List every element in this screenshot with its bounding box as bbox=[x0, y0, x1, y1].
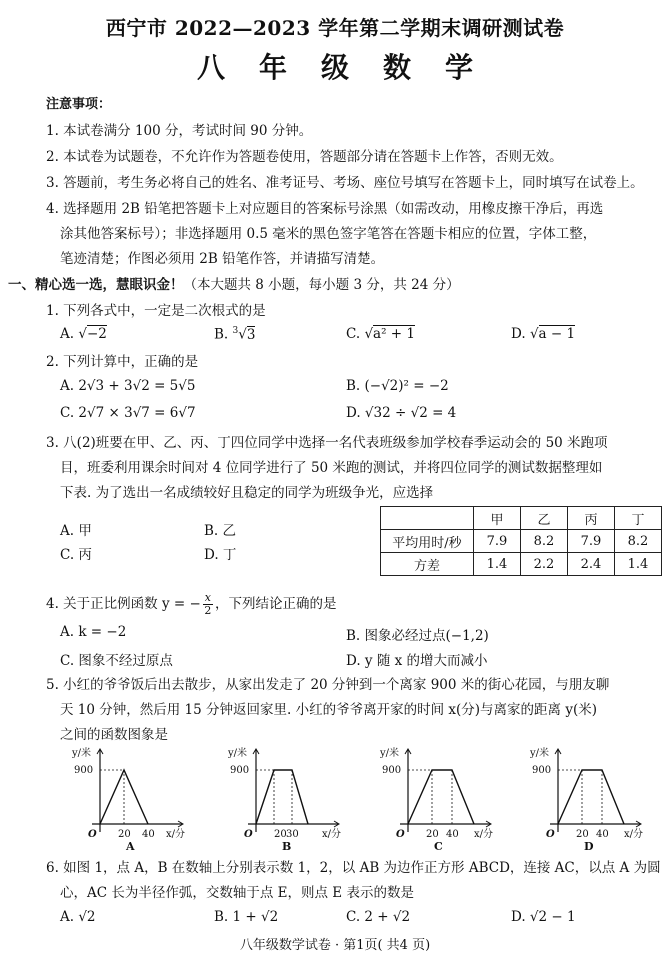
question-1-stem: 1. 下列各式中，一定是二次根式的是 bbox=[46, 303, 266, 319]
q2-option-b[interactable]: B. (−√2)² = −2 bbox=[346, 378, 449, 394]
x-tick-label: 20 bbox=[426, 829, 439, 840]
graph-svg bbox=[226, 746, 344, 853]
q1-option-b[interactable] bbox=[214, 326, 255, 343]
q5-graph-d[interactable] bbox=[528, 746, 646, 853]
radicand: −2 bbox=[86, 326, 107, 342]
origin-label: O bbox=[88, 829, 97, 840]
question-5-line: 天 10 分钟，然后用 15 分钟返回家里. 小红的爷爷离开家的时间 x(分)与离家的距离 y(米) bbox=[60, 702, 597, 718]
table-row bbox=[381, 553, 662, 576]
table-header-row bbox=[381, 507, 662, 530]
graph-svg bbox=[70, 746, 188, 853]
q3-option-d[interactable]: D. 丁 bbox=[204, 547, 237, 563]
y-axis-label: y/米 bbox=[228, 748, 248, 759]
q1-option-c[interactable] bbox=[346, 326, 415, 342]
table-cell: 平均用时/秒 bbox=[381, 530, 474, 553]
graph-svg bbox=[528, 746, 646, 853]
graph-label: A bbox=[126, 840, 135, 853]
q4-option-b[interactable]: B. 图象必经过点(−1,2) bbox=[346, 628, 489, 644]
table-cell: 乙 bbox=[521, 507, 568, 530]
question-3-line: 下表. 为了选出一名成绩较好且稳定的同学为班级争光，应选择 bbox=[60, 485, 434, 501]
table-cell: 丁 bbox=[615, 507, 662, 530]
exam-title: 西宁市 2022—2023 学年第二学期末调研测试卷 bbox=[105, 16, 565, 40]
stem-text: 4. 关于正比例函数 y = − bbox=[46, 596, 201, 612]
sqrt-icon: √ bbox=[238, 326, 247, 343]
notes-item: 笔迹清楚；作图必须用 2B 铅笔作答，并请描写清楚。 bbox=[60, 251, 385, 267]
notes-item: 1. 本试卷满分 100 分，考试时间 90 分钟。 bbox=[46, 123, 313, 139]
q6-option-c[interactable]: C. 2 + √2 bbox=[346, 909, 411, 925]
fraction bbox=[203, 592, 213, 617]
question-6-line: 心，AC 长为半径作弧，交数轴于点 E，则点 E 表示的数是 bbox=[60, 885, 414, 901]
fraction-numerator: x bbox=[204, 591, 212, 604]
y-tick-label: 900 bbox=[74, 765, 94, 776]
sqrt-icon: √ bbox=[78, 326, 87, 342]
table-cell: 1.4 bbox=[474, 553, 521, 576]
table-cell: 7.9 bbox=[474, 530, 521, 553]
fraction-denominator: 2 bbox=[204, 604, 212, 617]
q6-option-b[interactable]: B. 1 + √2 bbox=[214, 909, 279, 925]
notes-item: 4. 选择题用 2B 铅笔把答题卡上对应题目的答案标号涂黑（如需改动，用橡皮擦干净后，再选 bbox=[46, 201, 604, 217]
q3-option-a[interactable]: A. 甲 bbox=[60, 523, 92, 539]
y-tick-label: 900 bbox=[230, 765, 250, 776]
sqrt-icon: √ bbox=[364, 326, 374, 342]
x-tick-label: 30 bbox=[286, 829, 299, 840]
q6-option-a[interactable]: A. √2 bbox=[60, 909, 96, 925]
q1-option-a[interactable] bbox=[60, 326, 107, 342]
series-line bbox=[558, 770, 624, 824]
notes-item: 3. 答题前，考生务必将自己的姓名、准考证号、考场、座位号填写在答题卡上，同时填写在试卷上。 bbox=[46, 175, 644, 191]
table-cell: 7.9 bbox=[568, 530, 615, 553]
origin-label: O bbox=[396, 829, 405, 840]
radicand: a − 1 bbox=[538, 326, 576, 342]
question-3-line: 目，班委利用课余时间对 4 位同学进行了 50 米跑的测试，并将四位同学的测试数据整理如 bbox=[60, 460, 603, 476]
radicand: a² + 1 bbox=[373, 326, 415, 342]
exam-subtitle: 八年级数学 bbox=[196, 51, 507, 84]
q3-option-c[interactable]: C. 丙 bbox=[60, 547, 92, 563]
origin-label: O bbox=[244, 829, 253, 840]
graph-svg bbox=[378, 746, 496, 853]
y-axis-label: y/米 bbox=[72, 748, 92, 759]
q2-option-d[interactable]: D. √32 ÷ √2 = 4 bbox=[346, 405, 457, 421]
y-axis-label: y/米 bbox=[380, 748, 400, 759]
series-line bbox=[408, 770, 474, 824]
question-4-stem bbox=[46, 592, 337, 617]
x-tick-label: 40 bbox=[446, 829, 459, 840]
table-cell: 2.2 bbox=[521, 553, 568, 576]
table-cell: 1.4 bbox=[615, 553, 662, 576]
y-tick-label: 900 bbox=[382, 765, 402, 776]
table-cell: 甲 bbox=[474, 507, 521, 530]
x-tick-label: 20 bbox=[118, 829, 131, 840]
q5-graph-a[interactable] bbox=[70, 746, 188, 853]
notes-item: 2. 本试卷为试题卷，不允许作为答题卷使用，答题部分请在答题卡上作答，否则无效。 bbox=[46, 149, 563, 165]
notes-heading: 注意事项： bbox=[46, 97, 112, 112]
section-title: 一、精心选一选，慧眼识金！ bbox=[8, 277, 184, 293]
x-tick-label: 20 bbox=[576, 829, 589, 840]
table-cell: 8.2 bbox=[521, 530, 568, 553]
root-index: 3 bbox=[232, 326, 239, 336]
x-axis-label: x/分 bbox=[322, 829, 342, 840]
graph-label: B bbox=[282, 840, 292, 853]
table-cell: 2.4 bbox=[568, 553, 615, 576]
section-desc: （本大题共 8 小题，每小题 3 分，共 24 分） bbox=[183, 277, 460, 293]
q2-option-a[interactable]: A. 2√3 + 3√2 = 5√5 bbox=[60, 378, 196, 394]
table-cell: 丙 bbox=[568, 507, 615, 530]
x-tick-label: 20 bbox=[274, 829, 287, 840]
graph-label: C bbox=[434, 840, 443, 853]
option-letter: B. bbox=[214, 326, 229, 343]
question-3-line: 3. 八(2)班要在甲、乙、丙、丁四位同学中选择一名代表班级参加学校春季运动会的 50 米跑项 bbox=[46, 435, 608, 451]
radicand: 3 bbox=[246, 326, 256, 343]
q5-graph-b[interactable] bbox=[226, 746, 344, 853]
y-axis-label: y/米 bbox=[530, 748, 550, 759]
q4-option-a[interactable]: A. k = −2 bbox=[60, 624, 127, 640]
q2-option-c[interactable]: C. 2√7 × 3√7 = 6√7 bbox=[60, 405, 196, 421]
q4-option-d[interactable]: D. y 随 x 的增大而减小 bbox=[346, 653, 488, 669]
graph-label: D bbox=[584, 840, 594, 853]
q1-option-d[interactable] bbox=[511, 326, 575, 342]
origin-label: O bbox=[546, 829, 555, 840]
q3-option-b[interactable]: B. 乙 bbox=[204, 523, 237, 539]
question-5-line: 5. 小红的爷爷饭后出去散步，从家出发走了 20 分钟到一个离家 900 米的街心花园，与朋友聊 bbox=[46, 677, 610, 693]
section-heading bbox=[8, 273, 460, 293]
x-axis-label: x/分 bbox=[474, 829, 494, 840]
q4-option-c[interactable]: C. 图象不经过原点 bbox=[60, 653, 173, 669]
notes-item: 涂其他答案标号）；非选择题用 0.5 毫米的黑色签字笔答在答题卡相应的位置，字体工整， bbox=[60, 226, 597, 242]
q5-graph-c[interactable] bbox=[378, 746, 496, 853]
option-letter: C. bbox=[346, 326, 361, 342]
table-row bbox=[381, 530, 662, 553]
series-line bbox=[256, 770, 308, 824]
question-5-line: 之间的函数图象是 bbox=[60, 727, 168, 743]
table-cell bbox=[381, 507, 474, 530]
question-6-line: 6. 如图 1，点 A，B 在数轴上分别表示数 1，2，以 AB 为边作正方形 ABCD，连接 AC，以点 A 为圆 bbox=[46, 860, 661, 876]
option-letter: A. bbox=[60, 326, 75, 342]
x-axis-label: x/分 bbox=[166, 829, 186, 840]
x-axis-label: x/分 bbox=[624, 829, 644, 840]
y-tick-label: 900 bbox=[532, 765, 552, 776]
sqrt-icon: √ bbox=[529, 326, 539, 342]
table-cell: 方差 bbox=[381, 553, 474, 576]
stem-text: ，下列结论正确的是 bbox=[215, 596, 337, 612]
q3-data-table bbox=[380, 506, 662, 576]
q6-option-d[interactable]: D. √2 − 1 bbox=[511, 909, 576, 925]
option-letter: D. bbox=[511, 326, 526, 342]
table-cell: 8.2 bbox=[615, 530, 662, 553]
question-2-stem: 2. 下列计算中，正确的是 bbox=[46, 354, 199, 370]
x-tick-label: 40 bbox=[142, 829, 155, 840]
page-footer: 八年级数学试卷 · 第1页( 共4 页) bbox=[239, 938, 431, 953]
x-tick-label: 40 bbox=[596, 829, 609, 840]
